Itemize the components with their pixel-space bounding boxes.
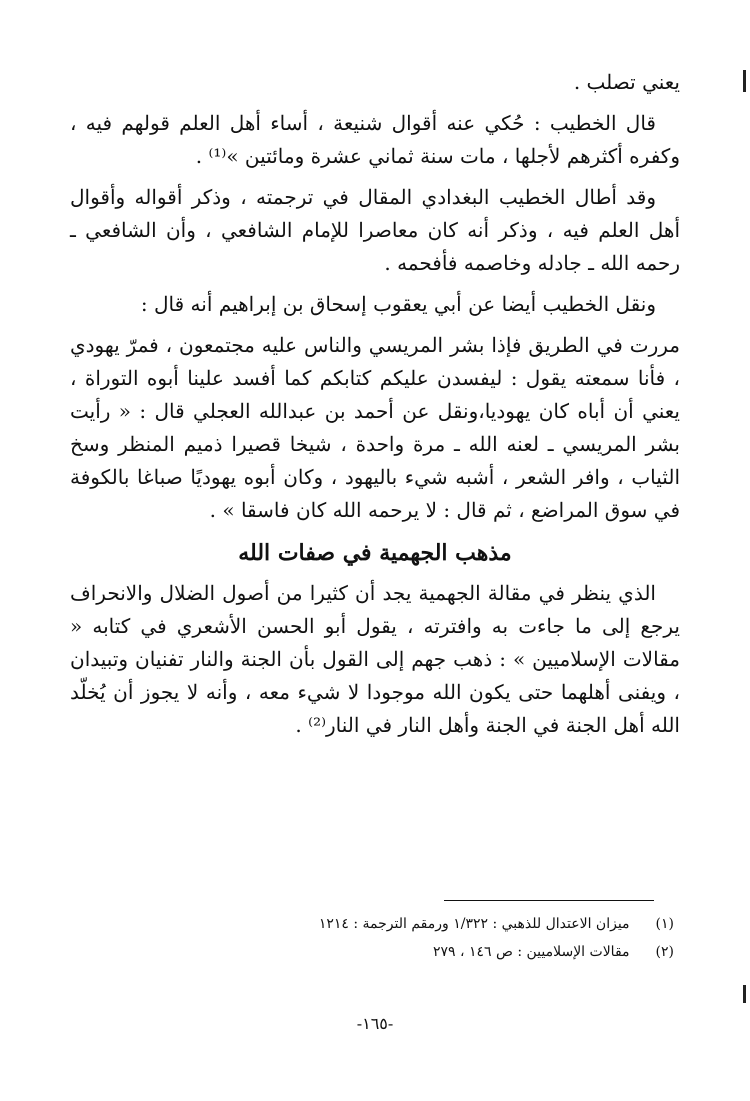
paragraph-2: قال الخطيب : حُكي عنه أقوال شنيعة ، أساء أهل العلم قولهم فيه ، وكفره أكثرهم لأجلها ، مات سنة ثماني عشرة ومائتين »⁽¹⁾ . xyxy=(70,111,680,168)
footnote-number: (١) xyxy=(655,916,674,932)
scan-edge-mark xyxy=(743,70,746,92)
footnotes xyxy=(74,910,674,966)
paragraph-4: ونقل الخطيب أيضا عن أبي يعقوب إسحاق بن إبراهيم أنه قال : xyxy=(140,292,656,316)
paragraph-5: مررت في الطريق فإذا بشر المريسي والناس عليه مجتمعون ، فمرّ يهودي ، فأنا سمعته يقول : ليفسدن عليكم كتابكم كما أفسد علينا أبوه التوراة ، يعني أن أباه كان يهوديا،ونقل عن أحمد بن عبدالله العجلي قال : « رأيت بشر المريسي ـ لعنه الله ـ مرة واحدة ، شيخا قصيرا ذميم المنظر وسخ الثياب ، وافر الشعر ، أشبه شيء باليهود ، وكان أبوه يهوديًا صباغا بالكوفة في سوق المراضع ، ثم قال : لا يرحمه الله كان فاسقا » . xyxy=(70,333,680,522)
footnote-number: (٢) xyxy=(655,944,674,960)
paragraph-3: وقد أطال الخطيب البغدادي المقال في ترجمته ، وذكر أقواله وأقوال أهل العلم فيه ، وذكر أنه كان معاصرا للإمام الشافعي ، وأن الشافعي ـ رحمه الله ـ جادله وخاصمه فأفحمه . xyxy=(70,185,680,275)
scan-edge-mark xyxy=(743,985,746,1003)
paragraph-1: يعني تصلب . xyxy=(573,70,680,94)
footnote-text: مقالات الإسلاميين : ص ١٤٦ ، ٢٧٩ xyxy=(432,944,630,960)
footnote-2 xyxy=(74,938,674,966)
footnote-1 xyxy=(74,910,674,938)
footnote-divider xyxy=(444,900,654,901)
section-heading: مذهب الجهمية في صفات الله xyxy=(238,540,512,566)
main-text xyxy=(70,66,680,742)
paragraph-6: الذي ينظر في مقالة الجهمية يجد أن كثيرا من أصول الضلال والانحراف يرجع إلى ما جاءت به وافترته ، يقول أبو الحسن الأشعري في كتابه « مقالات الإسلاميين » : ذهب جهم إلى القول بأن الجنة والنار تفنيان وتبيدان ، ويفنى أهلهما حتى يكون الله موجودا لا شيء معه ، وأنه لا يجوز أن يُخلّد الله أهل الجنة في الجنة وأهل النار في النار⁽²⁾ . xyxy=(70,581,680,737)
page-number: -١٦٥- xyxy=(356,1014,394,1033)
footnote-text: ميزان الاعتدال للذهبي : ١/٣٢٢ ورمقم الترجمة : ١٢١٤ xyxy=(318,916,630,932)
